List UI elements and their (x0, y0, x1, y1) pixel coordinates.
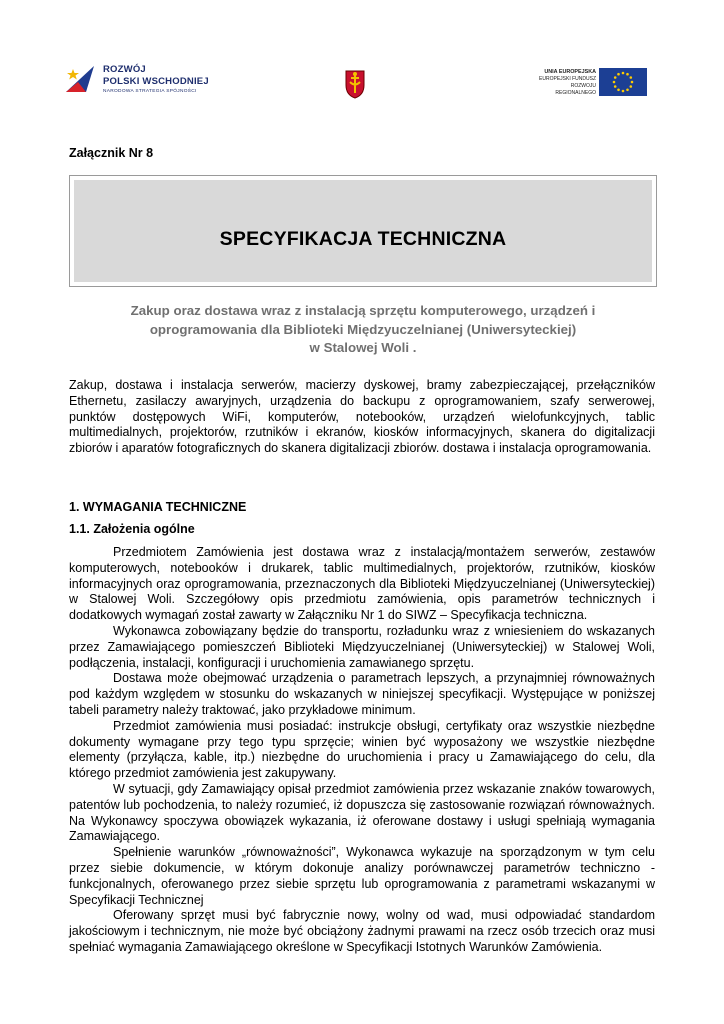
logo-line-1: ROZWÓJ (103, 64, 146, 75)
body-paragraph: Spełnienie warunków „równoważności”, Wykonawca wykazuje na sporządzonym w tym celu przez siebie dokumencie, w którym dokonuje analizy porównawczej parametrów techniczno - funkcjonalnych, oferowanego przez siebie sprzętu lub oprogramowania z parametrami wskazanymi w Specyfikacji Technicznej (69, 845, 655, 907)
title-box (69, 175, 657, 287)
section-heading-1: 1. WYMAGANIA TECHNICZNE (69, 500, 247, 514)
intro-paragraph: Zakup, dostawa i instalacja serwerów, macierzy dyskowej, bramy zabezpieczającej, przełączników Ethernetu, zasilaczy awaryjnych, urządzenia do backupu z oprogramowaniem, szafy serwerowej, punktów dostępowych WiFi, komputerów, notebooków, urządzeń wielofunkcyjnych, tablic multimedialnych, projektorów, rzutników i ekranów, kiosków informacyjnych, skanera do digitalizacji zbiorów i aparatów fotograficznych do skanera digitalizacji zbiorów. dostawa i instalacja oprogramowania. (69, 378, 655, 456)
title-background (74, 180, 652, 282)
body-paragraph: Dostawa może obejmować urządzenia o parametrach lepszych, a przynajmniej równoważnych pod każdym względem w stosunku do wskazanych w niniejszej specyfikacji. Występujące w poniższej tabeli parametry należy traktować, jako przykładowe minimum. (69, 671, 655, 717)
body-paragraph: Wykonawca zobowiązany będzie do transportu, rozładunku wraz z wniesieniem do wskazanych przez Zamawiającego pomieszczeń Biblioteki Międzyuczelnianej (Uniwersyteckiej) w Stalowej Woli, podłączenia, instalacji, konfiguracji i uruchomienia zamawianego sprzętu. (69, 623, 655, 670)
eu-logo-text (530, 69, 596, 97)
eu-logo (530, 68, 650, 98)
body-paragraph: Przedmiot zamówienia musi posiadać: instrukcje obsługi, certyfikaty oraz wszystkie niezbędne dokumenty wymagane przy tego typu sprzęcie; winien być wyposażony we wszystkie niezbędne elementy (przyłącza, kable, itp.) niezbędne do uruchomienia i pracy u Zamawiającego do celu, dla którego przedmiot zamówienia jest zakupywany. (69, 718, 655, 781)
eu-line-1: UNIA EUROPEJSKA (544, 69, 596, 75)
body-paragraph: Przedmiotem Zamówienia jest dostawa wraz z instalacją/montażem serwerów, zestawów komputerowych, notebooków i drukarek, tablic multimedialnych, projektorów, rzutników, kiosków informacyjnych oraz oprogramowania, przeznaczonych dla Biblioteki Międzyuczelnianej (Uniwersyteckiej) w Stalowej Woli. Szczegółowy opis przedmiotu zamówienia, opis parametrów technicznych i dodatkowych wymagań został zawarty w Załączniku Nr 1 do SIWZ – Specyfikacja techniczna. (69, 545, 655, 623)
city-crest-icon (344, 69, 366, 99)
subtitle-line-1: Zakup oraz dostawa wraz z instalacją sprzętu komputerowego, urządzeń i (130, 303, 596, 318)
eu-line-2: EUROPEJSKI FUNDUSZ (539, 76, 596, 82)
rozwoj-polski-wschodniej-logo (60, 52, 245, 112)
page-title: SPECYFIKACJA TECHNICZNA (219, 228, 507, 250)
logo-line-3: NARODOWA STRATEGIA SPÓJNOŚCI (103, 89, 197, 94)
eu-flag-icon (599, 68, 647, 96)
body-paragraph: Oferowany sprzęt musi być fabrycznie nowy, wolny od wad, musi odpowiadać standardom jakościowym i technicznym, nie może być obciążony żadnymi prawami na rzecz osób trzecich oraz musi spełniać wymagania Zamawiającego określone w Specyfikacji Istotnych Warunków Zamówienia. (69, 908, 655, 954)
logo-line-2: POLSKI WSCHODNIEJ (103, 76, 209, 87)
section-body (69, 545, 655, 956)
annex-label: Załącznik Nr 8 (69, 146, 154, 160)
star-arrow-logo-icon (64, 62, 98, 96)
subtitle-line-2: oprogramowania dla Biblioteki Międzyuczelnianej (Uniwersyteckiej) (149, 321, 577, 337)
eu-line-3: ROZWOJU REGIONALNEGO (555, 83, 596, 96)
body-paragraph: W sytuacji, gdy Zamawiający opisał przedmiot zamówienia przez wskazanie znaków towarowych, patentów lub pochodzenia, to należy rozumieć, iż dopuszcza się zastosowanie rozwiązań równoważnych. Na Wykonawcy spoczywa obowiązek wykazania, iż oferowane dostawy i usługi spełniają wymagania Zamawiającego. (69, 781, 655, 844)
subtitle (69, 302, 657, 358)
section-heading-1-1: 1.1. Założenia ogólne (69, 522, 195, 536)
subtitle-line-3: w Stalowej Woli . (309, 340, 417, 355)
